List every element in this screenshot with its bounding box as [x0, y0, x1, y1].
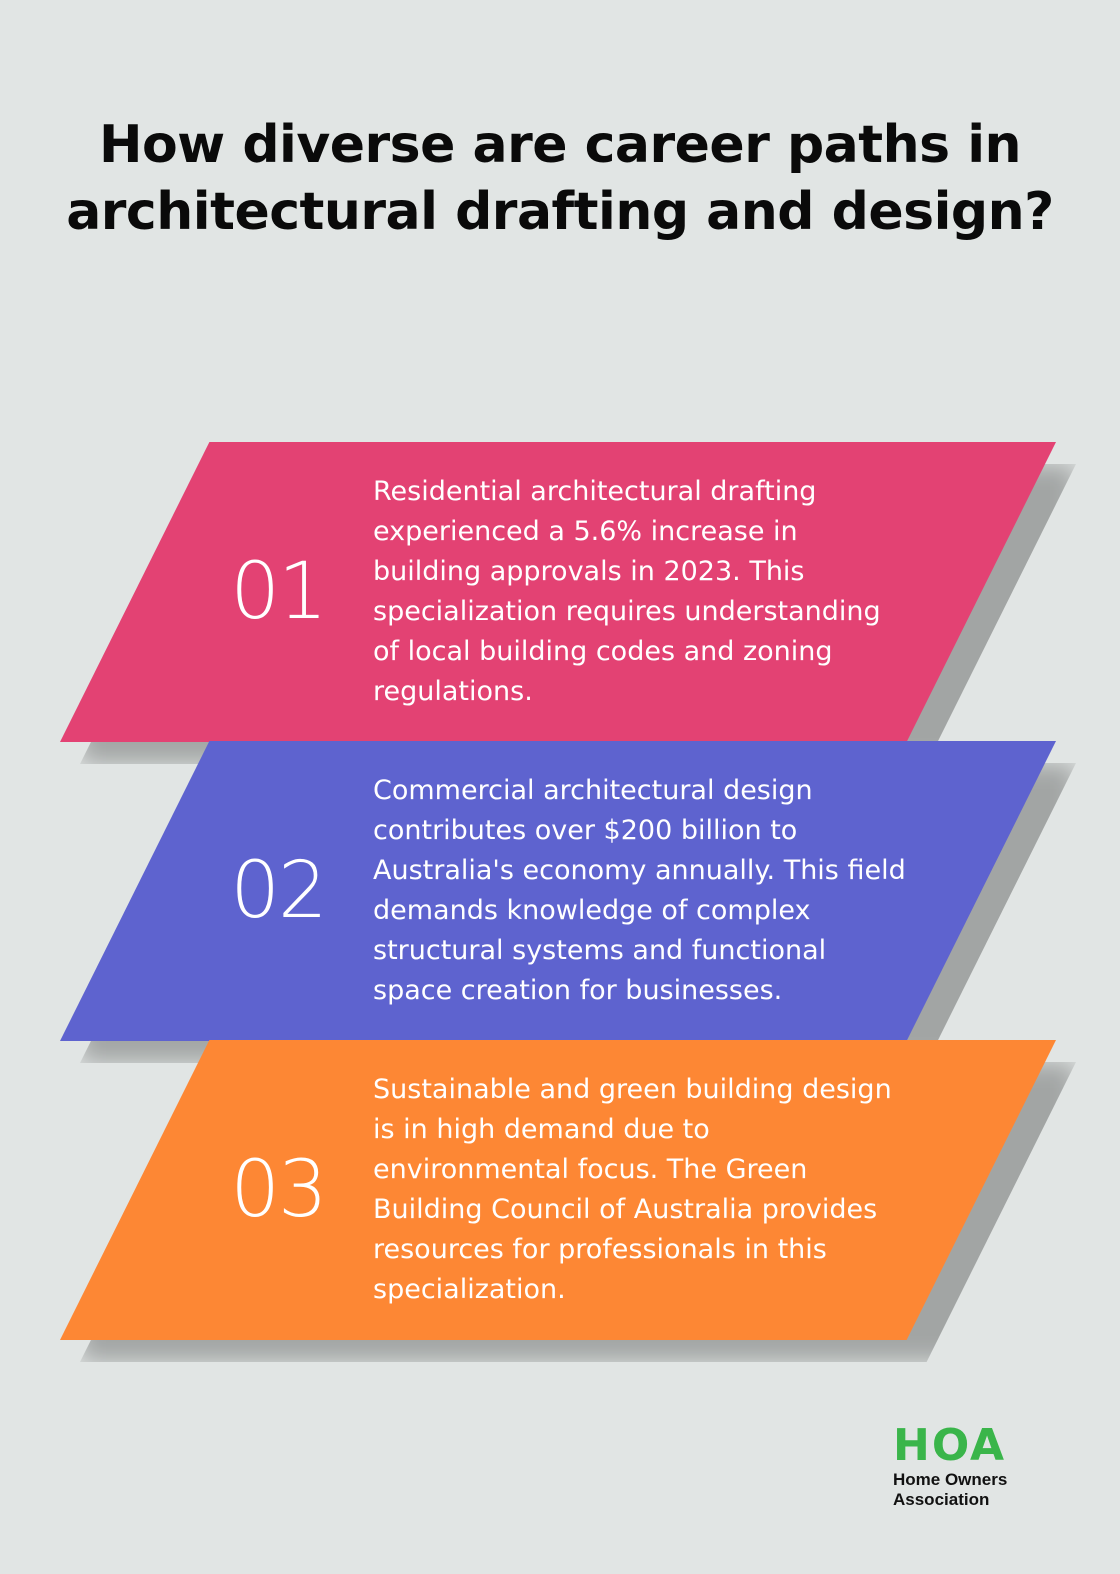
logo-line-1: Home Owners	[893, 1470, 1008, 1489]
career-item-1	[60, 442, 1056, 742]
page-title: How diverse are career paths in architectural drafting and design?	[66, 115, 1054, 242]
item-text: Commercial architectural design contributes over $200 billion to Australia's economy annually. This field demands knowledge of complex structural systems and functional space creation for businesses.	[373, 775, 906, 1006]
item-text: Residential architectural drafting experienced a 5.6% increase in building approvals in 2023. This specialization requires understanding of local building codes and zoning regulations.	[373, 476, 881, 707]
item-number: 02	[230, 846, 326, 936]
item-text: Sustainable and green building design is in high demand due to environmental focus. The Green Building Council of Australia provides resources for professionals in this specialization.	[373, 1074, 892, 1305]
item-number: 03	[230, 1145, 326, 1235]
item-number: 01	[230, 547, 326, 637]
career-item-3	[60, 1040, 1056, 1340]
hoa-logo	[893, 1420, 1063, 1510]
logo-mark: HOA	[893, 1420, 1007, 1471]
career-item-2	[60, 741, 1056, 1041]
logo-line-2: Association	[893, 1490, 990, 1509]
